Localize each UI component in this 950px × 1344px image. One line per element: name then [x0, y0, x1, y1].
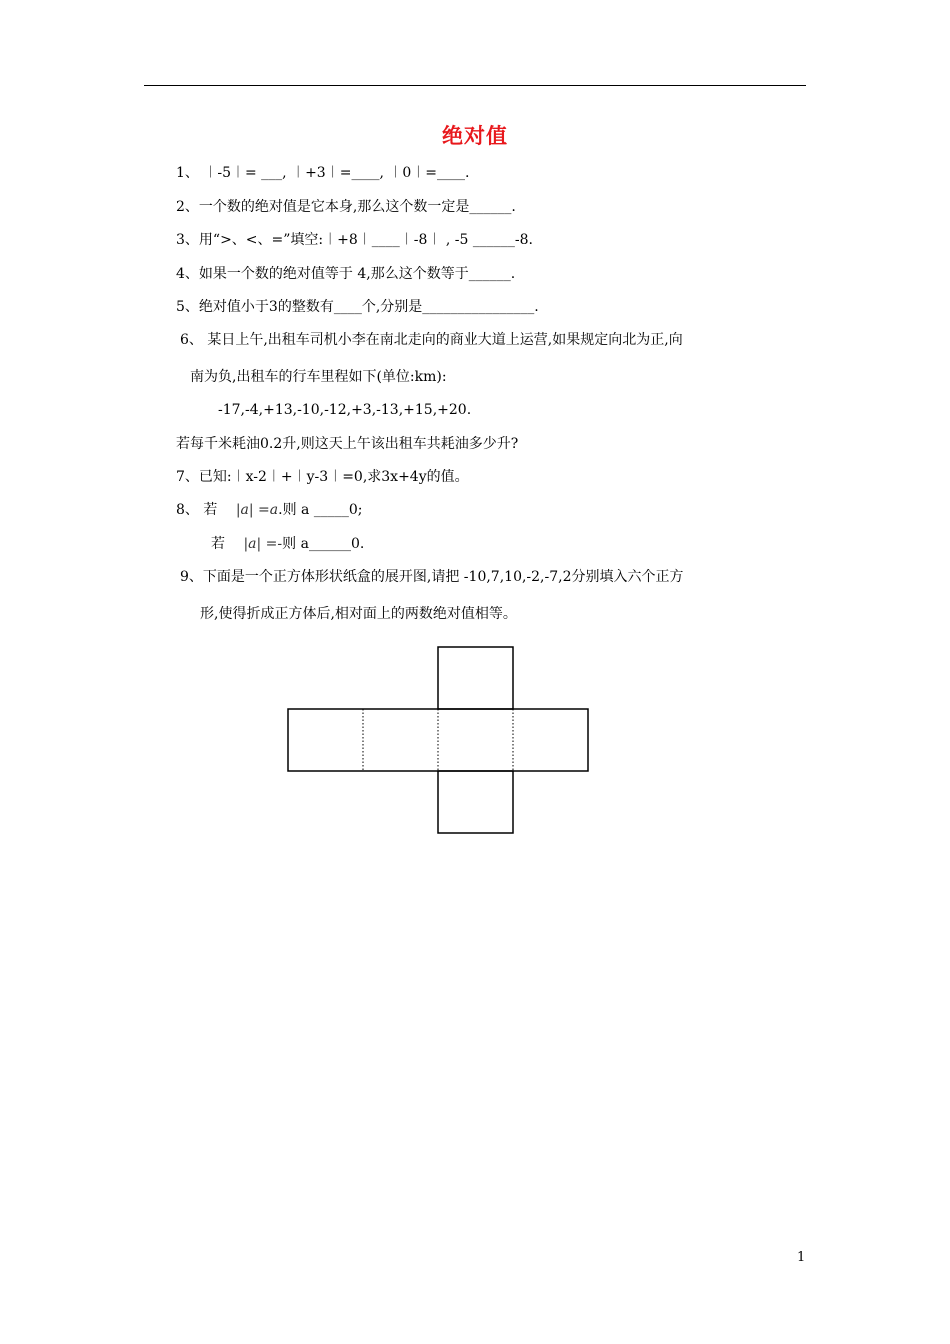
question-8b-prefix: 若 [211, 536, 225, 552]
question-8-prefix: 8、 若 [176, 502, 218, 518]
question-6-data: -17,-4,+13,-10,-12,+3,-13,+15,+20. [218, 402, 472, 418]
math-abs-a-equals-a: |a| =a [235, 502, 279, 518]
question-6-line-3: 若每千米耗油0.2升,则这天上午该出租车共耗油多少升? [176, 436, 519, 452]
question-7: 7、已知:︱x-2︱+︱y-3︱=0,求3x+4y的值。 [176, 469, 469, 485]
question-8b-suffix: 则 a______0. [282, 536, 365, 552]
question-2: 2、一个数的绝对值是它本身,那么这个数一定是______. [176, 199, 516, 215]
question-6-line-2: 南为负,出租车的行车里程如下(单位:km): [190, 369, 447, 385]
question-3: 3、用“>、<、=”填空:︱+8︱____︱-8︱ , -5 ______-8. [176, 232, 533, 248]
question-5: 5、绝对值小于3的整数有____个,分别是________________. [176, 299, 539, 315]
question-8-suffix: .则 a _____0; [278, 502, 363, 518]
question-1: 1、 ︱-5︱= ___, ︱+3︱=____, ︱0︱=____. [176, 165, 470, 181]
net-bottom-square [438, 771, 513, 833]
question-4: 4、如果一个数的绝对值等于 4,那么这个数等于______. [176, 266, 516, 282]
page-title: 绝对值 [442, 124, 508, 148]
question-6-line-1: 6、 某日上午,出租车司机小李在南北走向的商业大道上运营,如果规定向北为正,向 [180, 332, 683, 348]
question-9-line-1: 9、下面是一个正方体形状纸盒的展开图,请把 -10,7,10,-2,-7,2分别填入六个正方 [180, 569, 684, 585]
page-number: 1 [797, 1250, 806, 1265]
math-abs-a-equals-neg: |a| =- [243, 536, 283, 552]
question-9-line-2: 形,使得折成正方体后,相对面上的两数绝对值相等。 [200, 606, 517, 622]
net-top-square [438, 647, 513, 709]
